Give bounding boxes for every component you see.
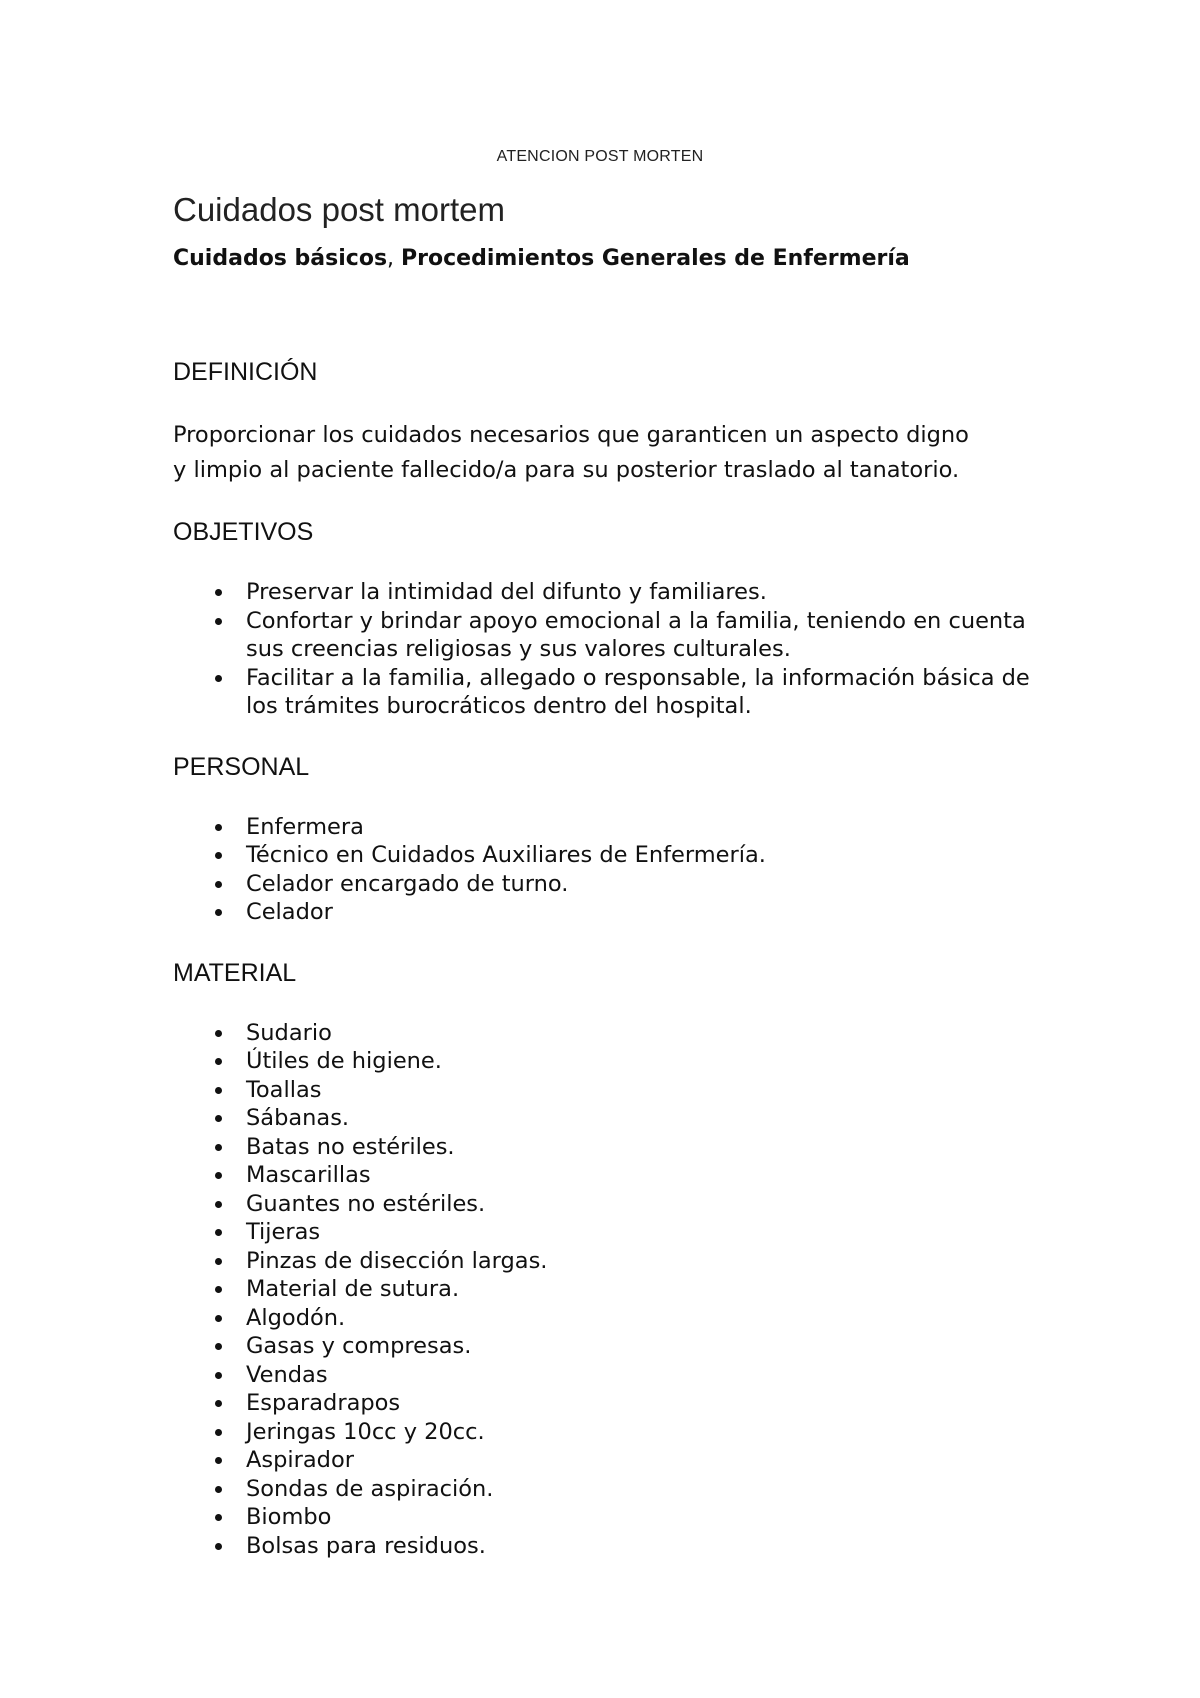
- list-item: [173, 1418, 1053, 1447]
- list-item-text: Biombo: [246, 1504, 332, 1530]
- bullet-icon: [215, 852, 222, 859]
- list-item-text: Pinzas de disección largas.: [246, 1247, 548, 1274]
- list-item: [173, 1104, 1053, 1133]
- definition-line-1: Proporcionar los cuidados necesarios que garanticen un aspecto digno: [173, 422, 969, 448]
- bullet-icon: [215, 1258, 222, 1265]
- document-body: [173, 190, 1053, 1590]
- list-item-text: Esparadrapos: [246, 1390, 401, 1416]
- list-item: [173, 1446, 1053, 1475]
- bullet-icon: [215, 881, 222, 888]
- list-item-text: Jeringas 10cc y 20cc.: [246, 1418, 485, 1445]
- bullet-icon: [215, 824, 222, 831]
- list-item: [173, 1047, 1053, 1076]
- list-item-text: Material de sutura.: [246, 1276, 460, 1302]
- list-item-text: Enfermera: [246, 813, 364, 840]
- list-item-text: Útiles de higiene.: [246, 1048, 442, 1074]
- bullet-icon: [215, 1315, 222, 1322]
- bullet-icon: [215, 618, 222, 625]
- list-item: [173, 578, 1053, 607]
- bullet-icon: [215, 1144, 222, 1151]
- bullet-icon: [215, 675, 222, 682]
- list-item: [173, 1475, 1053, 1504]
- list-item-text: Toallas: [246, 1076, 322, 1103]
- bullet-icon: [215, 589, 222, 596]
- list-item-text: Guantes no estériles.: [246, 1190, 486, 1217]
- bullet-icon: [215, 1400, 222, 1407]
- list-item: [173, 1133, 1053, 1162]
- list-item-text: Tijeras: [246, 1219, 321, 1245]
- list-item-text: Celador: [246, 899, 333, 925]
- personal-list: [173, 813, 1053, 927]
- list-item-text: Vendas: [246, 1361, 328, 1388]
- list-item: [173, 1361, 1053, 1390]
- bullet-icon: [215, 1514, 222, 1521]
- list-item: [173, 870, 1053, 899]
- bullet-icon: [215, 1543, 222, 1550]
- list-item-text: Aspirador: [246, 1447, 354, 1473]
- section-heading-personal: PERSONAL: [173, 752, 310, 781]
- bullet-icon: [215, 1372, 222, 1379]
- list-item: [173, 1532, 1053, 1561]
- list-item-text: Gasas y compresas.: [246, 1333, 472, 1359]
- bullet-icon: [215, 1201, 222, 1208]
- definition-paragraph: [173, 418, 1053, 488]
- list-item: [173, 1275, 1053, 1304]
- document-title: Cuidados post mortem: [173, 191, 505, 228]
- list-item-text: Preservar la intimidad del difunto y familiares.: [246, 579, 767, 605]
- list-item: [173, 1019, 1053, 1048]
- bullet-icon: [215, 1087, 222, 1094]
- bullet-icon: [215, 1058, 222, 1065]
- list-item: [173, 1218, 1053, 1247]
- section-heading-objetivos: OBJETIVOS: [173, 518, 314, 546]
- definition-line-2: y limpio al paciente fallecido/a para su posterior traslado al tanatorio.: [173, 457, 960, 483]
- list-item-text: Algodón.: [246, 1304, 346, 1331]
- list-item: [173, 1503, 1053, 1532]
- list-item-text: Facilitar a la familia, allegado o responsable, la información básica de los trámites burocráticos dentro del hospital.: [246, 664, 1030, 719]
- list-item: [173, 607, 1053, 664]
- material-list: [173, 1019, 1053, 1561]
- bullet-icon: [215, 909, 222, 916]
- list-item: [173, 1247, 1053, 1276]
- bullet-icon: [215, 1457, 222, 1464]
- bullet-icon: [215, 1343, 222, 1350]
- list-item: [173, 1389, 1053, 1418]
- list-item: [173, 1332, 1053, 1361]
- bullet-icon: [215, 1486, 222, 1493]
- page-header: ATENCION POST MORTEN: [496, 148, 704, 165]
- section-heading-definicion: DEFINICIÓN: [173, 358, 318, 386]
- section-heading-material: MATERIAL: [173, 958, 297, 987]
- list-item-text: Celador encargado de turno.: [246, 870, 569, 897]
- list-item-text: Confortar y brindar apoyo emocional a la familia, teniendo en cuenta sus creencias religiosas y sus valores culturales.: [246, 607, 1026, 662]
- list-item: [173, 1190, 1053, 1219]
- list-item-text: Mascarillas: [246, 1162, 371, 1188]
- list-item-text: Técnico en Cuidados Auxiliares de Enfermería.: [246, 842, 766, 868]
- objetivos-list: [173, 578, 1053, 721]
- subtitle-part-basic-care: Cuidados básicos: [173, 246, 388, 271]
- list-item: [173, 841, 1053, 870]
- list-item-text: Bolsas para residuos.: [246, 1532, 486, 1559]
- list-item: [173, 664, 1053, 721]
- bullet-icon: [215, 1030, 222, 1037]
- subtitle-separator: ,: [387, 246, 402, 271]
- list-item: [173, 1076, 1053, 1105]
- list-item: [173, 1304, 1053, 1333]
- bullet-icon: [215, 1229, 222, 1236]
- list-item-text: Sábanas.: [246, 1105, 350, 1131]
- list-item-text: Sudario: [246, 1019, 332, 1046]
- list-item: [173, 1161, 1053, 1190]
- list-item-text: Batas no estériles.: [246, 1133, 455, 1160]
- bullet-icon: [215, 1286, 222, 1293]
- list-item-text: Sondas de aspiración.: [246, 1475, 494, 1502]
- bullet-icon: [215, 1115, 222, 1122]
- list-item: [173, 813, 1053, 842]
- list-item: [173, 898, 1053, 927]
- subtitle-part-procedures: Procedimientos Generales de Enfermería: [401, 246, 910, 271]
- document-subtitle: [173, 244, 1053, 274]
- bullet-icon: [215, 1172, 222, 1179]
- bullet-icon: [215, 1429, 222, 1436]
